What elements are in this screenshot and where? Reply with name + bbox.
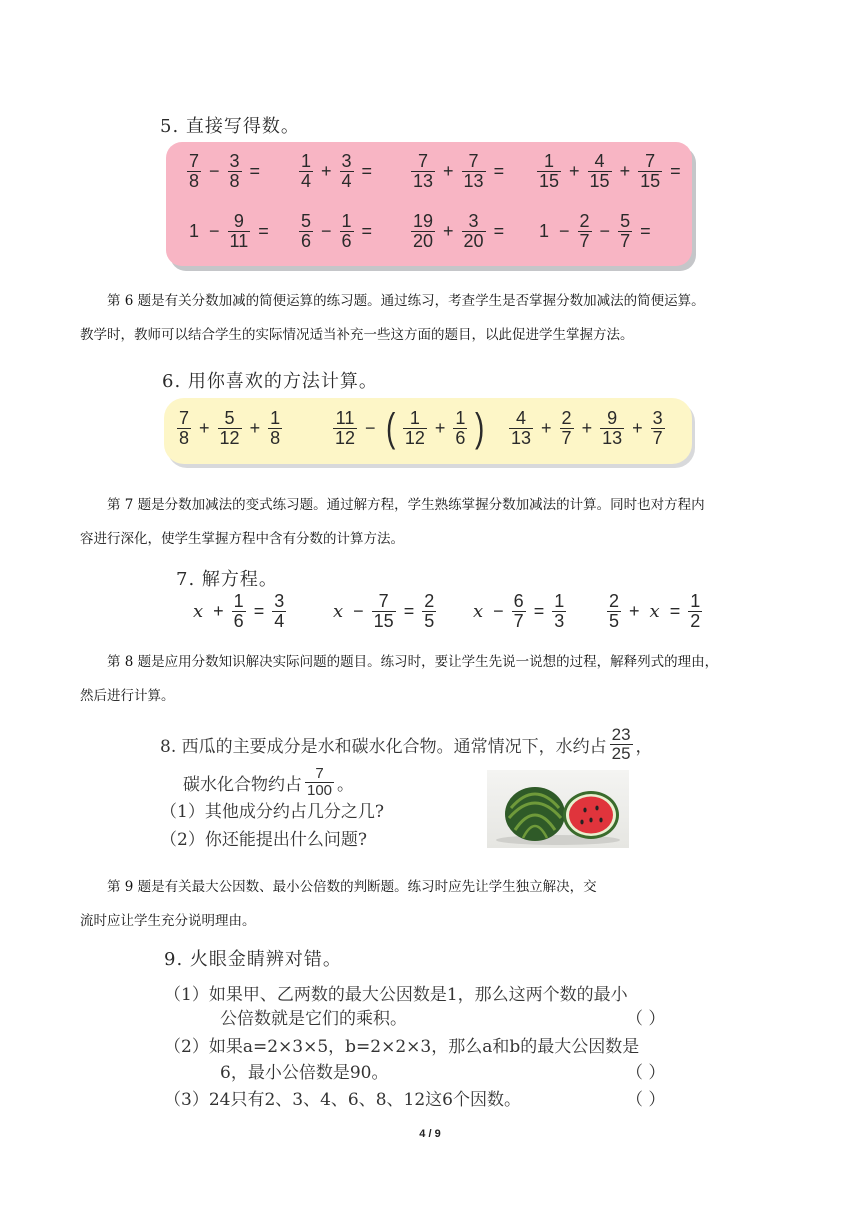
fraction-numerator: 1 [544, 151, 555, 171]
operator: = [493, 220, 505, 241]
expression-cell [184, 212, 296, 251]
fraction-denominator: 12 [404, 428, 425, 448]
fraction [638, 152, 662, 191]
operator: − [209, 220, 220, 241]
expression-cell [174, 409, 330, 448]
fraction [403, 409, 427, 448]
fraction [462, 152, 486, 191]
ex8-line2-text: 碳水化合物约占 [183, 774, 302, 795]
number: 1 [539, 220, 550, 241]
fraction [340, 212, 354, 251]
fraction-denominator: 12 [335, 428, 356, 448]
fraction [462, 212, 486, 251]
fraction-numerator: 1 [270, 408, 281, 429]
fraction-numerator: 9 [233, 211, 244, 231]
fraction-denominator: 13 [413, 170, 434, 191]
fraction-denominator: 6 [233, 610, 244, 631]
ex9-q2a: （2）如果a=2×3×5，b=2×2×3，那么a和b的最大公因数是 [164, 1037, 640, 1057]
fraction-numerator: 1 [233, 591, 244, 611]
operator: + [199, 418, 210, 438]
fraction-denominator: 4 [301, 170, 312, 191]
fraction-denominator: 15 [589, 170, 610, 191]
math-expression [506, 409, 668, 448]
ex8-comma: ， [635, 736, 653, 757]
ex8-fraction-water [610, 726, 633, 763]
operator: − [365, 418, 376, 438]
expression-cell [330, 406, 506, 451]
math-expression [330, 406, 490, 451]
fraction [268, 409, 282, 448]
fraction [187, 152, 201, 191]
fraction [333, 409, 357, 448]
paragraph-9-line1: 第 9 题是有关最大公因数、最小公倍数的判断题。练习时应先让学生独立解决，交 [107, 879, 597, 895]
math-expression [408, 152, 509, 191]
fraction [560, 409, 574, 448]
paragraph-7-line2: 容进行深化，使学生掌握方程中含有分数的计算方法。 [80, 531, 404, 547]
watermelon-drawing [487, 770, 629, 848]
page-number: 4 / 9 [419, 1128, 441, 1140]
operator: − [599, 220, 611, 241]
ex8-fraction-carb-num: 7 [315, 765, 324, 782]
expression-cell [184, 152, 296, 191]
fraction [177, 409, 191, 448]
fraction [537, 152, 561, 191]
paragraph-7-line1: 第 7 题是分数加减法的变式练习题。通过解方程，学生熟练掌握分数加减法的计算。同时也对方程内 [107, 497, 705, 513]
fraction [600, 409, 624, 448]
operator: = [670, 160, 681, 181]
ex8-line2 [183, 766, 354, 799]
operator: − [209, 160, 220, 181]
math-expression [296, 152, 377, 191]
fraction-denominator: 7 [513, 610, 524, 631]
ex8-fraction-water-den: 25 [611, 743, 631, 763]
fraction [422, 592, 436, 631]
operator: + [632, 418, 643, 438]
fraction [372, 592, 396, 631]
ex5-heading: 5. 直接写得数。 [160, 116, 300, 137]
ex9-q1b: 公倍数就是它们的乘积。 [220, 1009, 407, 1029]
ex8-line1-text: 8. 西瓜的主要成分是水和碳水化合物。通常情况下，水约占 [160, 736, 607, 757]
operator: − [493, 600, 504, 621]
fraction [299, 152, 313, 191]
paragraph-9-line2: 流时应让学生充分说明理由。 [80, 913, 256, 929]
watermelon-image [487, 770, 629, 848]
fraction-denominator: 15 [373, 610, 394, 631]
expression-cell [296, 152, 408, 191]
fraction-numerator: 5 [301, 211, 312, 231]
fraction-numerator: 2 [424, 591, 435, 611]
fraction [411, 212, 435, 251]
fraction-denominator: 8 [179, 428, 190, 448]
ex5-row2 [184, 212, 684, 251]
ex8-fraction-carb-den: 100 [307, 781, 333, 799]
fraction [272, 592, 286, 631]
fraction-denominator: 5 [424, 610, 435, 631]
fraction [299, 212, 313, 251]
operator: = [403, 600, 415, 621]
fraction-numerator: 9 [607, 408, 618, 429]
fraction [688, 592, 702, 631]
fraction-denominator: 4 [274, 610, 285, 631]
fraction-denominator: 6 [455, 428, 466, 448]
parenthesis: ) [475, 406, 485, 450]
ex5-row1 [184, 152, 684, 191]
ex6-row [174, 406, 694, 451]
operator: + [443, 220, 454, 241]
expression-cell [328, 592, 468, 631]
math-expression [188, 592, 289, 631]
fraction [588, 152, 612, 191]
fraction [411, 152, 435, 191]
paragraph-6-line2: 教学时，教师可以结合学生的实际情况适当补充一些这方面的题目，以此促进学生掌握方法。 [80, 327, 634, 343]
fraction [512, 592, 526, 631]
ex9-q2-answer-blank[interactable]: （ ） [626, 1063, 666, 1083]
expression-cell [296, 212, 408, 251]
math-expression [468, 592, 569, 631]
math-expression [174, 409, 285, 448]
fraction-numerator: 7 [645, 151, 656, 171]
fraction-denominator: 13 [463, 170, 484, 191]
fraction-numerator: 1 [341, 211, 352, 231]
ex6-heading: 6. 用你喜欢的方法计算。 [162, 371, 378, 392]
variable: x [473, 600, 484, 622]
math-expression [604, 592, 705, 631]
fraction-denominator: 8 [270, 428, 281, 448]
fraction-numerator: 7 [378, 591, 389, 611]
expression-cell [468, 592, 604, 631]
fraction-denominator: 6 [341, 230, 352, 251]
ex9-q1a: （1）如果甲、乙两数的最大公因数是1，那么这两个数的最小 [164, 985, 628, 1005]
fraction-numerator: 6 [513, 591, 524, 611]
operator: = [493, 160, 505, 181]
operator: − [353, 600, 364, 621]
operator: + [541, 418, 552, 438]
ex9-q3: （3）24只有2、3、4、6、8、12这6个因数。 [164, 1090, 521, 1110]
fraction-denominator: 7 [579, 230, 590, 251]
operator: − [559, 220, 570, 241]
paragraph-8-line2: 然后进行计算。 [80, 688, 175, 704]
fraction [228, 212, 251, 251]
fraction-numerator: 1 [554, 591, 565, 611]
expression-cell [408, 152, 534, 191]
fraction-numerator: 3 [229, 151, 240, 171]
ex8-period: 。 [337, 774, 355, 795]
fraction-denominator: 7 [561, 428, 572, 448]
fraction-denominator: 3 [554, 610, 565, 631]
paragraph-8-line1: 第 8 题是应用分数知识解决实际问题的题目。练习时，要让学生先说一说想的过程，解释列式的理由， [107, 654, 719, 670]
operator: + [569, 160, 580, 181]
number: 1 [189, 220, 200, 241]
fraction-denominator: 8 [229, 170, 240, 191]
fraction-denominator: 11 [229, 230, 249, 251]
fraction-numerator: 1 [690, 591, 701, 611]
fraction-denominator: 20 [463, 230, 484, 251]
fraction-denominator: 8 [189, 170, 200, 191]
fraction-numerator: 2 [609, 591, 620, 611]
operator: + [321, 160, 332, 181]
fraction [453, 409, 467, 448]
fraction-numerator: 5 [224, 408, 235, 429]
fraction-numerator: 7 [418, 151, 429, 171]
fraction [607, 592, 621, 631]
fraction-numerator: 4 [594, 151, 605, 171]
fraction-denominator: 6 [301, 230, 312, 251]
fraction-numerator: 3 [341, 151, 352, 171]
operator: + [619, 160, 631, 181]
variable: x [193, 600, 204, 622]
variable: x [649, 600, 660, 622]
ex9-q2b: 6，最小公倍数是90。 [220, 1063, 389, 1083]
fraction [340, 152, 354, 191]
fraction-numerator: 2 [561, 408, 572, 429]
operator: − [321, 220, 332, 241]
ex9-q3-answer-blank[interactable]: （ ） [626, 1090, 666, 1110]
fraction-denominator: 4 [341, 170, 352, 191]
operator: + [581, 418, 593, 438]
operator: + [213, 600, 224, 621]
expression-cell [604, 592, 724, 631]
fraction [578, 212, 592, 251]
expression-cell [534, 212, 684, 251]
ex7-heading: 7. 解方程。 [176, 569, 278, 590]
fraction-numerator: 4 [516, 408, 527, 429]
fraction [651, 409, 665, 448]
ex5-panel [166, 142, 692, 266]
fraction-numerator: 3 [274, 591, 285, 611]
paragraph-9 [80, 870, 597, 938]
paragraph-6 [80, 284, 705, 352]
fraction-numerator: 2 [579, 211, 590, 231]
ex9-q1-answer-blank[interactable]: （ ） [626, 1009, 666, 1029]
fraction-denominator: 2 [690, 610, 701, 631]
fraction-numerator: 1 [409, 408, 420, 429]
ex8-line1 [160, 726, 653, 763]
fraction-numerator: 11 [335, 408, 355, 429]
fraction-numerator: 3 [652, 408, 663, 429]
fraction-numerator: 1 [301, 151, 312, 171]
operator: = [669, 600, 681, 621]
fraction-denominator: 7 [652, 428, 663, 448]
math-expression [408, 212, 509, 251]
fraction-denominator: 7 [620, 230, 631, 251]
operator: + [443, 160, 454, 181]
fraction-denominator: 5 [609, 610, 620, 631]
expression-cell [534, 152, 684, 191]
fraction-denominator: 15 [640, 170, 661, 191]
operator: = [258, 220, 269, 241]
operator: + [434, 418, 446, 438]
ex8-fraction-water-num: 23 [611, 725, 631, 744]
operator: = [361, 160, 373, 181]
paragraph-8 [80, 645, 718, 713]
fraction-numerator: 19 [413, 211, 434, 231]
fraction-numerator: 3 [468, 211, 479, 231]
ex7-row [188, 592, 728, 631]
fraction-numerator: 7 [189, 151, 200, 171]
fraction [509, 409, 533, 448]
fraction-denominator: 13 [511, 428, 532, 448]
operator: = [249, 160, 261, 181]
operator: = [640, 220, 651, 241]
expression-cell [188, 592, 328, 631]
operator: + [249, 418, 261, 438]
ex8-question1: （1）其他成分约占几分之几? [160, 802, 384, 822]
fraction-denominator: 12 [219, 428, 240, 448]
fraction-numerator: 1 [455, 408, 466, 429]
math-expression [534, 212, 656, 251]
operator: = [533, 600, 545, 621]
paragraph-6-line1: 第 6 题是有关分数加减的简便运算的练习题。通过练习，考查学生是否掌握分数加减法的简便运算。 [107, 293, 705, 309]
math-expression [184, 212, 274, 251]
fraction-denominator: 15 [539, 170, 560, 191]
fraction [232, 592, 246, 631]
math-expression [534, 152, 686, 191]
expression-cell [408, 212, 534, 251]
fraction-numerator: 7 [468, 151, 479, 171]
math-expression [184, 152, 265, 191]
variable: x [333, 600, 344, 622]
fraction [218, 409, 242, 448]
operator: = [253, 600, 265, 621]
fraction [552, 592, 566, 631]
ex6-panel [164, 398, 692, 464]
fraction [618, 212, 632, 251]
ex8-question2: （2）你还能提出什么问题? [160, 830, 367, 850]
paragraph-7 [80, 488, 705, 556]
fraction-numerator: 7 [179, 408, 190, 429]
parenthesis: ( [385, 406, 395, 450]
ex9-heading: 9. 火眼金睛辨对错。 [164, 949, 342, 970]
ex8-fraction-carb [305, 766, 334, 799]
operator: = [361, 220, 373, 241]
fraction [228, 152, 242, 191]
math-expression [296, 212, 377, 251]
fraction-numerator: 5 [620, 211, 631, 231]
fraction-denominator: 20 [413, 230, 434, 251]
expression-cell [506, 409, 694, 448]
fraction-denominator: 13 [602, 428, 623, 448]
operator: + [629, 600, 640, 621]
math-expression [328, 592, 439, 631]
